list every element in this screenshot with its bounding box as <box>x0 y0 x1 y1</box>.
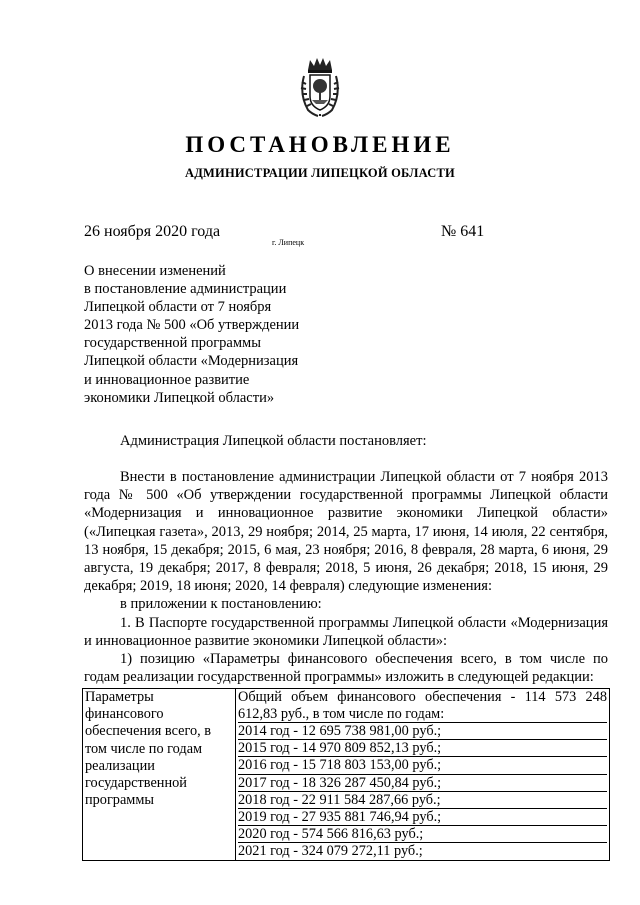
total-funding-text: Общий объем финансового обеспечения - 114 573 248 612,83 руб., в том числе по годам: <box>238 689 607 722</box>
year-row: 2021 год - 324 079 272,11 руб.; <box>238 843 423 860</box>
table-row <box>83 689 610 861</box>
document-subtitle: АДМИНИСТРАЦИИ ЛИПЕЦКОЙ ОБЛАСТИ <box>185 166 455 180</box>
resolve-paragraph <box>84 432 608 450</box>
table-cell-parameter: Параметры финансового обеспечения всего, в том числе по годам реализации государственной программы <box>83 689 236 861</box>
year-row: 2017 год - 18 326 287 450,84 руб.; <box>238 775 607 792</box>
document-place: г. Липецк <box>272 238 305 247</box>
item1-1-paragraph: 1) позицию «Параметры финансового обеспечения всего, в том числе по годам реализации государственной программы» изложить в следующей редакции: <box>84 651 608 686</box>
year-row: 2019 год - 27 935 881 746,94 руб.; <box>238 809 607 826</box>
year-row: 2016 год - 15 718 803 153,00 руб.; <box>238 757 607 774</box>
document-title: ПОСТАНОВЛЕНИЕ <box>185 132 455 157</box>
heading-line: экономики Липецкой области» <box>84 389 275 406</box>
heading-line: Липецкой области от 7 ноября <box>84 299 272 316</box>
heading-line: Липецкой области «Модернизация <box>84 353 299 370</box>
heading-line: О внесении изменений <box>84 263 226 279</box>
heading-line: 2013 года № 500 «Об утверждении <box>84 317 300 334</box>
resolve-text: Администрация Липецкой области постановляет: <box>120 433 427 449</box>
heading-line: государственной программы <box>84 335 261 352</box>
annex-paragraph: в приложении к постановлению: <box>120 596 322 613</box>
year-row: 2018 год - 22 911 584 287,66 руб.; <box>238 792 607 809</box>
main-paragraph: Внести в постановление администрации Липецкой области от 7 ноября 2013 года № 500 «Об утверждении государственной программы Липецкой области «Модернизация и инновационное развитие экономики Липецкой области» («Липецкая газета», 2013, 29 ноября; 2014, 25 марта, 17 июня, 14 июля, 22 сентября, 13 ноября, 15 декабря; 2015, 6 мая, 23 ноября; 2016, 8 февраля, 28 марта, 6 июня, 29 августа, 19 декабря; 2017, 8 февраля; 2018, 5 июня, 26 декабря; 2018, 15 июня, 29 декабря; 2019, 18 июня; 2020, 14 февраля) следующие изменения: <box>84 469 608 595</box>
document-heading <box>84 262 299 407</box>
year-row: 2014 год - 12 695 738 981,00 руб.; <box>238 723 607 740</box>
document-number: № 641 <box>441 223 485 240</box>
table-cell-values <box>236 689 610 861</box>
heading-line: в постановление администрации <box>84 281 287 298</box>
passport-table <box>82 688 610 861</box>
document-date: 26 ноября 2020 года <box>84 223 221 240</box>
main-text <box>84 468 608 686</box>
year-row: 2015 год - 14 970 809 852,13 руб.; <box>238 740 607 757</box>
item1-paragraph: 1. В Паспорте государственной программы Липецкой области «Модернизация и инновационное развитие экономики Липецкой области»: <box>84 614 608 649</box>
year-row: 2020 год - 574 566 816,63 руб.; <box>238 826 607 843</box>
heading-line: и инновационное развитие <box>84 371 250 388</box>
coat-of-arms-icon <box>298 56 342 118</box>
